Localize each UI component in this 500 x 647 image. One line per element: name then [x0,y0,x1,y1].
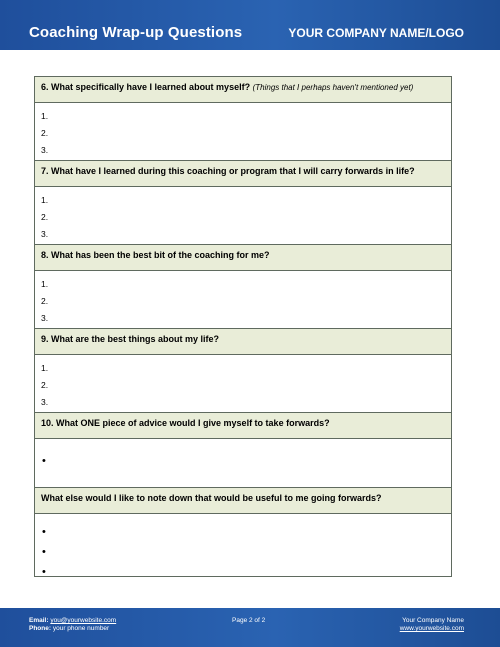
question-10-answer-area[interactable] [35,439,451,488]
page-header [0,0,500,50]
answer-line-3: 3. [41,313,49,323]
website-link[interactable]: www.yourwebsite.com [399,625,464,632]
answer-line-2: 2. [41,212,49,222]
notes-answer-area[interactable] [35,514,451,577]
answer-line-2: 2. [41,380,49,390]
answer-line-1: 1. [41,363,49,373]
answer-line-1: 1. [41,279,49,289]
phone-label: Phone: [29,625,52,632]
answer-line-1: 1. [41,111,49,121]
question-6-answer-area[interactable] [35,103,451,161]
question-9-heading [35,329,451,355]
question-8-answer-area[interactable] [35,271,451,329]
page-number: Page 2 of 2 [232,617,266,624]
company-logo-placeholder: YOUR COMPANY NAME/LOGO [288,26,464,40]
questions-table [34,76,452,577]
bullet-point: • [42,455,46,467]
question-10-text: 10. What ONE piece of advice would I give myself to take forwards? [41,418,330,428]
question-9-text: 9. What are the best things about my life? [41,334,220,344]
question-6-subnote: (Things that I perhaps haven't mentioned yet) [252,83,414,92]
answer-line-3: 3. [41,145,49,155]
answer-line-3: 3. [41,229,49,239]
answer-line-1: 1. [41,195,49,205]
answer-line-2: 2. [41,296,49,306]
answer-line-3: 3. [41,397,49,407]
question-7-heading [35,161,451,187]
question-8-text: 8. What has been the best bit of the coaching for me? [41,250,270,260]
question-6-text: 6. What specifically have I learned about myself? [41,82,251,92]
phone-number: your phone number [52,625,110,632]
question-8-heading [35,245,451,271]
document-title: Coaching Wrap-up Questions [29,24,243,41]
bullet-point: • [42,566,46,578]
question-7-text: 7. What have I learned during this coaching or program that I will carry forwards in life? [41,166,415,176]
footer-company [400,617,464,633]
email-label: Email: [29,617,49,624]
footer-contact [29,617,116,633]
email-link[interactable]: you@yourwebsite.com [50,617,117,624]
answer-line-2: 2. [41,128,49,138]
notes-heading-text: What else would I like to note down that would be useful to me going forwards? [41,493,382,503]
question-6-heading [35,77,451,103]
notes-heading [35,488,451,514]
page-footer [0,608,500,647]
question-10-heading [35,413,451,439]
footer-company-name: Your Company Name [402,617,464,624]
question-7-answer-area[interactable] [35,187,451,245]
bullet-point: • [42,526,46,538]
question-9-answer-area[interactable] [35,355,451,413]
bullet-point: • [42,546,46,558]
